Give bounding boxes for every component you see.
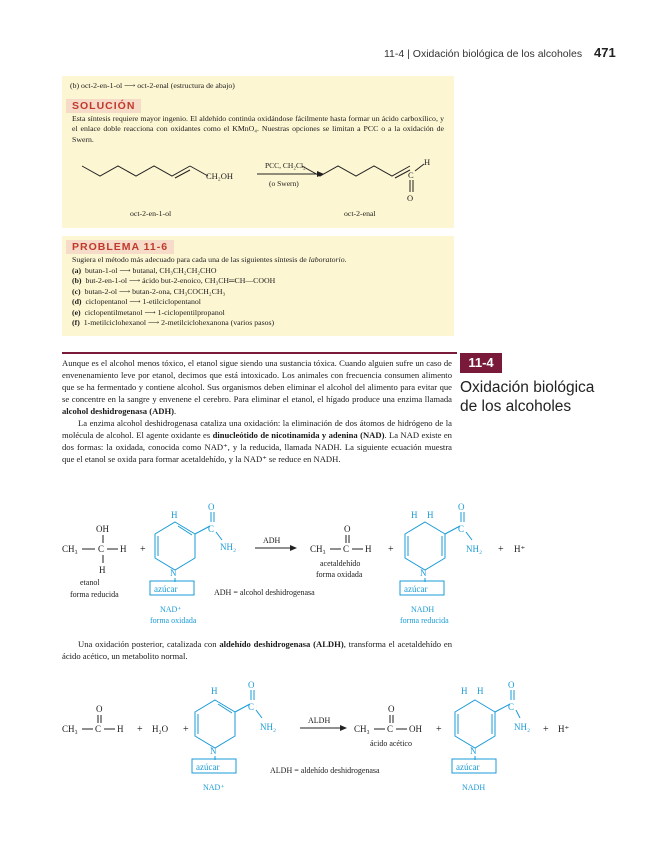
ethanol-oh: OH xyxy=(96,524,109,534)
eq2-nadh-h2: H xyxy=(477,686,484,696)
eq2-h-plus: H⁺ xyxy=(558,724,570,734)
eq2-acetaldehyde-c: C xyxy=(95,724,102,734)
section-title: Oxidación biológica de los alcoholes xyxy=(460,379,595,415)
body-paragraphs xyxy=(62,357,452,465)
octenal-c: C xyxy=(408,170,414,180)
aldh-arrow-label: ALDH xyxy=(308,716,331,725)
eq2-nad-o: O xyxy=(248,680,255,690)
acetaldehyde-name: acetaldehído xyxy=(320,559,361,568)
nad-plus-form: forma oxidada xyxy=(150,616,197,625)
ethanol-c: C xyxy=(98,544,105,554)
nad-n: N xyxy=(170,568,177,578)
problem-item: (c) butan-2-ol ⟶ butan-2-ona, CH₃COCH₂CH₃ xyxy=(72,286,226,296)
problem-item: (d) ciclopentanol ⟶ 1-etilciclopentanol xyxy=(72,297,201,307)
nad-sugar: azúcar xyxy=(154,584,178,594)
octenal-o: O xyxy=(407,193,414,203)
eq2-plus-1: + xyxy=(137,724,143,735)
nadh-form: forma reducida xyxy=(400,616,449,625)
nad-plus-label: NAD⁺ xyxy=(160,605,182,614)
paragraph-2: La enzima alcohol deshidrogenasa cataliza una oxidación: la eliminación de dos átomos de hidrógeno de la molécula de alcohol. El agente oxidante es dinucleótido de nicotinamida y adenina (NAD). La NAD existe en dos formas: la oxidada, conocida como NAD⁺, y la reducida, llamada NADH. La siguiente ecuación muestra que el etanol se oxida para formar acetaldehído, y la NAD⁺ se reduce en NADH. xyxy=(62,418,452,464)
problem-item: (e) ciclopentilmetanol ⟶ 1-ciclopentilpropanol xyxy=(72,307,225,317)
nad-nh2: NH₂ xyxy=(220,542,237,552)
nad-c: C xyxy=(208,524,215,534)
ethanol-name: etanol xyxy=(80,578,100,587)
section-rule xyxy=(62,352,457,354)
eq2-plus-4: + xyxy=(543,724,549,735)
problem-list xyxy=(72,266,275,328)
eq2-nad-label: NAD⁺ xyxy=(203,783,225,792)
nadh-label: NADH xyxy=(411,605,435,614)
plus-2: + xyxy=(388,544,394,555)
eq2-acetaldehyde-ch3: CH₃ xyxy=(62,724,78,734)
problem-item: (f) 1-metilciclohexanol ⟶ 2-metilciclohexanona (varios pasos) xyxy=(72,318,275,328)
adh-definition: ADH = alcohol deshidrogenasa xyxy=(214,588,315,597)
acetic-name: ácido acético xyxy=(370,739,412,748)
nadh-c: C xyxy=(458,524,465,534)
eq2-nad-n: N xyxy=(210,746,217,756)
nad-h: H xyxy=(171,510,178,520)
swern-reagent-bottom: (o Swern) xyxy=(269,179,299,188)
octenal-h: H xyxy=(424,157,431,167)
section-number: 11-4 xyxy=(460,353,502,373)
paragraph-1: Aunque es el alcohol menos tóxico, el etanol sigue siendo una sustancia tóxica. Cuando alguien sufre un caso de envenenamiento leve por etanol, decimos que está intoxicado. Los animales con frecuencia consumen alimento que se ha fermentado y contiene alcohol. Sus organismos deben eliminar el alcohol del alimento para evitar que se concentre en la sangre y envenene el cerebro. Para eliminar el etanol, el hígado produce una enzima llamada alcohol deshidrogenasa (ADH). xyxy=(62,358,452,416)
eq2-acetaldehyde-o: O xyxy=(96,704,103,714)
page-number: 471 xyxy=(594,45,616,60)
running-title: 11-4 | Oxidación biológica de los alcoholes xyxy=(384,48,583,60)
ethanol-ch3: CH₃ xyxy=(62,544,78,554)
acetaldehyde-ch3: CH₃ xyxy=(310,544,326,554)
acetaldehyde-h: H xyxy=(365,544,372,554)
acetic-c: C xyxy=(387,724,394,734)
octenal-name: oct-2-enal xyxy=(344,209,376,218)
nad-ring xyxy=(155,522,195,570)
eq2-nad-sugar: azúcar xyxy=(196,762,220,772)
plus-3: + xyxy=(498,544,504,555)
problem-intro: Sugiera el método más adecuado para cada una de las siguientes síntesis de laboratorio. xyxy=(72,255,347,264)
acetaldehyde-c: C xyxy=(343,544,350,554)
swern-reagent-top: PCC, CH₂Cl₂ xyxy=(265,161,306,170)
eq2-nad-nh2: NH₂ xyxy=(260,722,277,732)
eq2-nadh-sugar: azúcar xyxy=(456,762,480,772)
octenol-double-bond xyxy=(175,170,190,178)
h-plus-1: H⁺ xyxy=(514,544,526,554)
solution-text: Esta síntesis requiere mayor ingenio. El aldehído continúa oxidándose fácilmente hasta formar un ácido carboxílico, y el enlace doble reacciona con oxidantes como el KMnO₄. Nuestras opciones se limitan a PCC o a la oxidación de Swern. xyxy=(72,114,444,144)
octenol-group: CH₂OH xyxy=(206,171,234,181)
nadh-h1: H xyxy=(411,510,418,520)
eq2-nadh-o: O xyxy=(508,680,515,690)
eq2-plus-2: + xyxy=(183,724,189,735)
eq2-nadh-c: C xyxy=(508,702,515,712)
acetaldehyde-form: forma oxidada xyxy=(316,570,363,579)
ethanol-h-right: H xyxy=(120,544,127,554)
aldh-definition: ALDH = aldehído deshidrogenasa xyxy=(270,766,380,775)
problem-item: (b) but-2-en-1-ol ⟶ ácido but-2-enoico, CH₃CH═CH—COOH xyxy=(72,276,276,286)
solution-tag: SOLUCIÓN xyxy=(66,96,141,114)
acetic-oh: OH xyxy=(409,724,422,734)
acetaldehyde-o: O xyxy=(344,524,351,534)
problem-item: (a) butan-1-ol ⟶ butanal, CH₃CH₂CH₂CHO xyxy=(72,266,217,275)
problem-box xyxy=(62,236,454,336)
nadh-nh2: NH₂ xyxy=(466,544,483,554)
eq2-nadh-ring xyxy=(455,700,495,748)
acetic-o: O xyxy=(388,704,395,714)
eq2-nadh-h1: H xyxy=(461,686,468,696)
octenol-skeleton xyxy=(82,166,190,176)
ethanol-form: forma reducida xyxy=(70,590,119,599)
eq2-nad-h: H xyxy=(211,686,218,696)
nadh-ring xyxy=(405,522,445,570)
nadh-o: O xyxy=(458,502,465,512)
acetic-ch3: CH₃ xyxy=(354,724,370,734)
problem-tag: PROBLEMA 11-6 xyxy=(66,237,174,255)
solution-item-b: (b) oct-2-en-1-ol ⟶ oct-2-enal (estructura de abajo) xyxy=(70,81,235,90)
nad-o: O xyxy=(208,502,215,512)
swern-scheme xyxy=(62,146,454,226)
paragraph-3: Una oxidación posterior, catalizada con aldehído deshidrogenasa (ALDH), transforma el acetaldehído en ácido acético, un metabolito normal. xyxy=(62,639,453,661)
eq2-plus-3: + xyxy=(436,724,442,735)
adh-equation xyxy=(0,500,666,630)
eq2-nadh-nh2: NH₂ xyxy=(514,722,531,732)
eq2-nadh-n: N xyxy=(470,746,477,756)
eq2-water: H₂O xyxy=(152,724,169,734)
nadh-n: N xyxy=(420,568,427,578)
octenal-skeleton xyxy=(302,166,410,176)
eq2-nad-ring xyxy=(195,700,235,748)
solution-box xyxy=(62,76,454,228)
eq2-nadh-label: NADH xyxy=(462,783,486,792)
nadh-h2: H xyxy=(427,510,434,520)
nadh-sugar: azúcar xyxy=(404,584,428,594)
eq2-acetaldehyde-h: H xyxy=(117,724,124,734)
octenol-name: oct-2-en-1-ol xyxy=(130,209,172,218)
ethanol-h-bottom: H xyxy=(99,565,106,575)
eq2-nad-c: C xyxy=(248,702,255,712)
adh-arrow-label: ADH xyxy=(263,536,281,545)
aldh-equation xyxy=(0,680,666,800)
plus-1: + xyxy=(140,544,146,555)
